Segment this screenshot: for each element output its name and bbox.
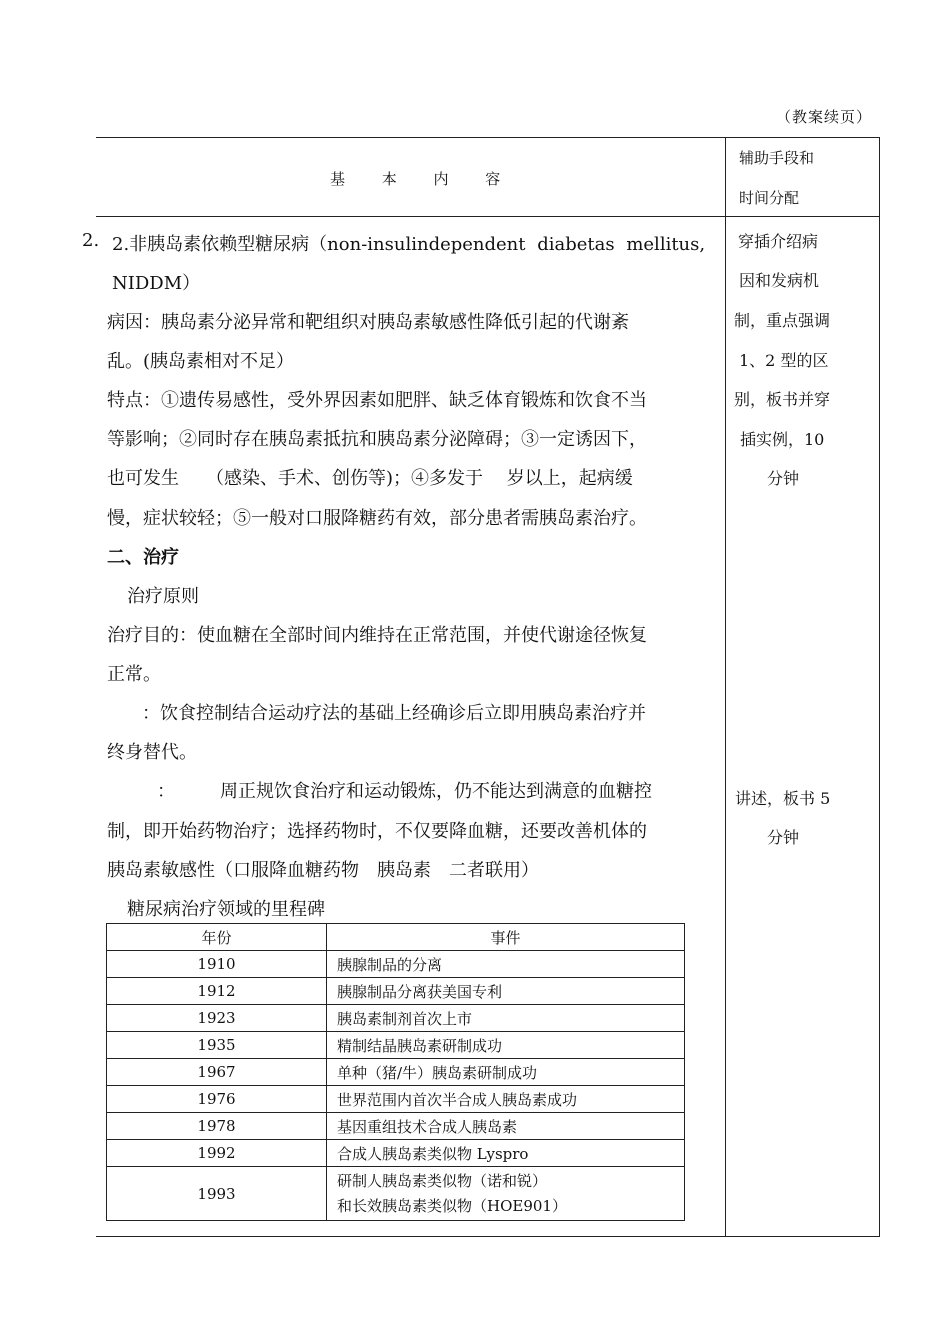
body-line: NIDDM）: [112, 273, 201, 294]
frame-bottom-line: [96, 1236, 880, 1237]
side-note-line: 插实例，10: [740, 430, 825, 449]
body-line: 也可发生 （感染、手术、创伤等)；④多发于 岁以上，起病缓: [107, 468, 633, 489]
event-cell-line: 和长效胰岛素类似物（HOE901）: [337, 1196, 567, 1215]
table-row: [107, 1167, 685, 1221]
header-side-line: 辅助手段和: [739, 149, 815, 167]
year-cell: 1976: [107, 1086, 327, 1113]
column-header-year: 年份: [107, 924, 327, 951]
body-line: 2.非胰岛素依赖型糖尿病（non-insulindependent diabetas mellitus,: [112, 234, 706, 255]
column-header-event: 事件: [327, 924, 685, 951]
event-cell-line: 研制人胰岛素类似物（诺和锐）: [337, 1171, 548, 1190]
event-cell: 胰腺制品的分离: [327, 951, 685, 978]
table-row: [107, 1113, 685, 1140]
body-line: 特点：①遗传易感性，受外界因素如肥胖、缺乏体育锻炼和饮食不当: [107, 390, 647, 411]
year-cell: 1993: [107, 1167, 327, 1221]
side-note-line: 分钟: [767, 828, 800, 847]
body-line: 乱。(胰岛素相对不足）: [107, 351, 295, 372]
year-cell: 1967: [107, 1059, 327, 1086]
event-cell: 胰岛素制剂首次上市: [327, 1005, 685, 1032]
side-note-line: 因和发病机: [739, 271, 820, 290]
frame-divider-line: [725, 137, 726, 1237]
event-cell: 合成人胰岛素类似物 Lyspro: [327, 1140, 685, 1167]
year-cell: 1992: [107, 1140, 327, 1167]
body-line: 治疗目的：使血糖在全部时间内维持在正常范围，并使代谢途径恢复: [107, 625, 647, 646]
continuation-label: （教案续页）: [775, 108, 872, 126]
side-note-line: 1、2 型的区: [739, 351, 829, 370]
year-cell: 1912: [107, 978, 327, 1005]
table-header-row: [107, 924, 685, 951]
event-cell: [327, 1167, 685, 1221]
year-cell: 1923: [107, 1005, 327, 1032]
body-line: 胰岛素敏感性（口服降血糖药物 胰岛素 二者联用）: [107, 860, 539, 881]
event-cell: 单种（猪/牛）胰岛素研制成功: [327, 1059, 685, 1086]
side-note-line: 别，板书并穿: [734, 390, 831, 409]
header-main-title: 基 本 内 容: [330, 170, 517, 188]
side-note-line: 制，重点强调: [734, 311, 831, 330]
body-line: 制，即开始药物治疗；选择药物时，不仅要降血糖，还要改善机体的: [107, 821, 647, 842]
table-row: [107, 1140, 685, 1167]
body-line: 病因：胰岛素分泌异常和靶组织对胰岛素敏感性降低引起的代谢紊: [107, 312, 629, 333]
body-line: 正常。: [107, 664, 161, 685]
subheading: 治疗原则: [127, 586, 199, 607]
side-note-line: 讲述，板书 5: [735, 789, 831, 808]
event-cell: 胰腺制品分离获美国专利: [327, 978, 685, 1005]
section-heading: 二、治疗: [107, 547, 179, 568]
side-note-line: 穿插介绍病: [738, 232, 819, 251]
table-row: [107, 1032, 685, 1059]
body-line: 慢，症状较轻；⑤一般对口服降糖药有效，部分患者需胰岛素治疗。: [107, 508, 647, 529]
year-cell: 1978: [107, 1113, 327, 1140]
table-row: [107, 978, 685, 1005]
year-cell: 1935: [107, 1032, 327, 1059]
table-row: [107, 1059, 685, 1086]
body-line: 终身替代。: [107, 742, 197, 763]
header-side-title: [739, 138, 814, 218]
event-cell: 精制结晶胰岛素研制成功: [327, 1032, 685, 1059]
header-side-line: 时间分配: [739, 189, 800, 207]
table-row: [107, 951, 685, 978]
body-line: ： 周正规饮食治疗和运动锻炼，仍不能达到满意的血糖控: [157, 781, 652, 802]
year-cell: 1910: [107, 951, 327, 978]
event-cell: 世界范围内首次半合成人胰岛素成功: [327, 1086, 685, 1113]
frame-right-line: [879, 137, 880, 1237]
table-row: [107, 1086, 685, 1113]
event-cell: 基因重组技术合成人胰岛素: [327, 1113, 685, 1140]
item-number: 2.: [82, 230, 100, 251]
side-note-line: 分钟: [767, 469, 800, 488]
body-line: 等影响；②同时存在胰岛素抵抗和胰岛素分泌障碍；③一定诱因下，: [107, 429, 647, 450]
table-caption: 糖尿病治疗领域的里程碑: [127, 899, 325, 920]
milestone-table: [106, 923, 685, 1221]
table-row: [107, 1005, 685, 1032]
body-line: ：饮食控制结合运动疗法的基础上经确诊后立即用胰岛素治疗并: [142, 703, 646, 724]
